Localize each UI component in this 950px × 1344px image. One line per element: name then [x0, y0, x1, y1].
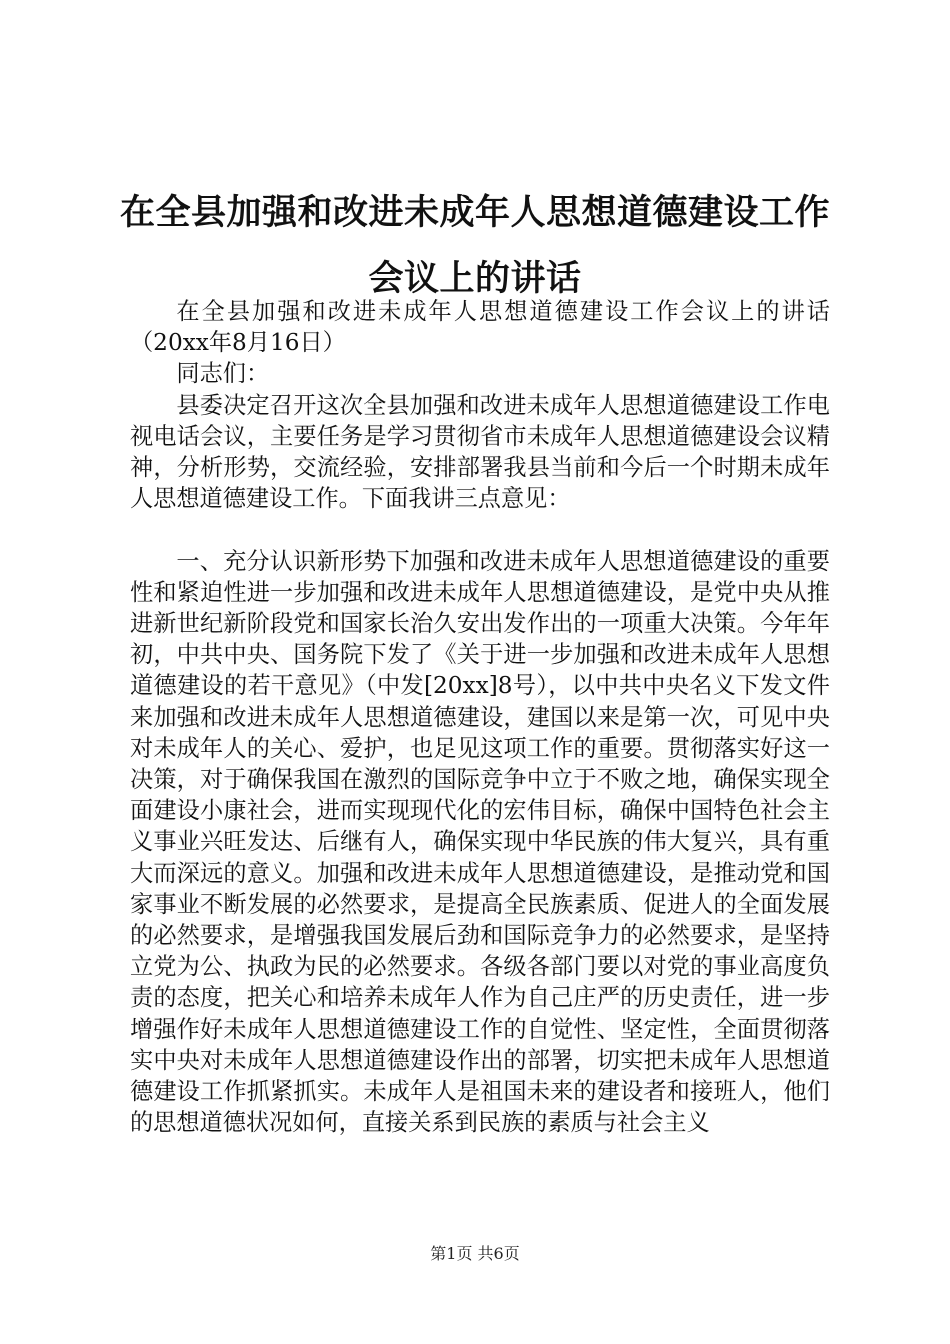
title-line-1: 在全县加强和改进未成年人思想道德建设工作	[119, 193, 830, 233]
paragraph-intro: 县委决定召开这次全县加强和改进未成年人思想道德建设工作电视电话会议，主要任务是学习贯彻省市未成年人思想道德建设会议精神，分析形势，交流经验，安排部署我县当前和今后一个时期未成年人思想道德建设工作。下面我讲三点意见：	[130, 391, 830, 513]
document-title	[110, 180, 840, 312]
paragraph-heading: 在全县加强和改进未成年人思想道德建设工作会议上的讲话（20xx年8月16日）	[130, 298, 830, 357]
paragraph-section-one: 一、充分认识新形势下加强和改进未成年人思想道德建设的重要性和紧迫性进一步加强和改进未成年人思想道德建设，是党中央从推进新世纪新阶段党和国家长治久安出发作出的一项重大决策。今年年初，中共中央、国务院下发了《关于进一步加强和改进未成年人思想道德建设的若干意见》（中发[20xx]8号），以中共中央名义下发文件来加强和改进未成年人思想道德建设，建国以来是第一次，可见中央对未成年人的关心、爱护，也足见这项工作的重要。贯彻落实好这一决策，对于确保我国在激烈的国际竞争中立于不败之地，确保实现全面建设小康社会，进而实现现代化的宏伟目标，确保中国特色社会主义事业兴旺发达、后继有人，确保实现中华民族的伟大复兴，具有重大而深远的意义。加强和改进未成年人思想道德建设，是推动党和国家事业不断发展的必然要求，是提高全民族素质、促进人的全面发展的必然要求，是增强我国发展后劲和国际竞争力的必然要求，是坚持立党为公、执政为民的必然要求。各级各部门要以对党的事业高度负责的态度，把关心和培养未成年人作为自己庄严的历史责任，进一步增强作好未成年人思想道德建设工作的自觉性、坚定性，全面贯彻落实中央对未成年人思想道德建设作出的部署，切实把未成年人思想道德建设工作抓紧抓实。未成年人是祖国未来的建设者和接班人，他们的思想道德状况如何，直接关系到民族的素质与社会主义	[130, 547, 830, 1137]
title-line-2: 会议上的讲话	[368, 259, 582, 299]
paragraph-salutation: 同志们：	[176, 360, 270, 388]
document-body	[130, 296, 830, 1138]
page-number-footer: 第1页 共6页	[430, 1244, 520, 1263]
